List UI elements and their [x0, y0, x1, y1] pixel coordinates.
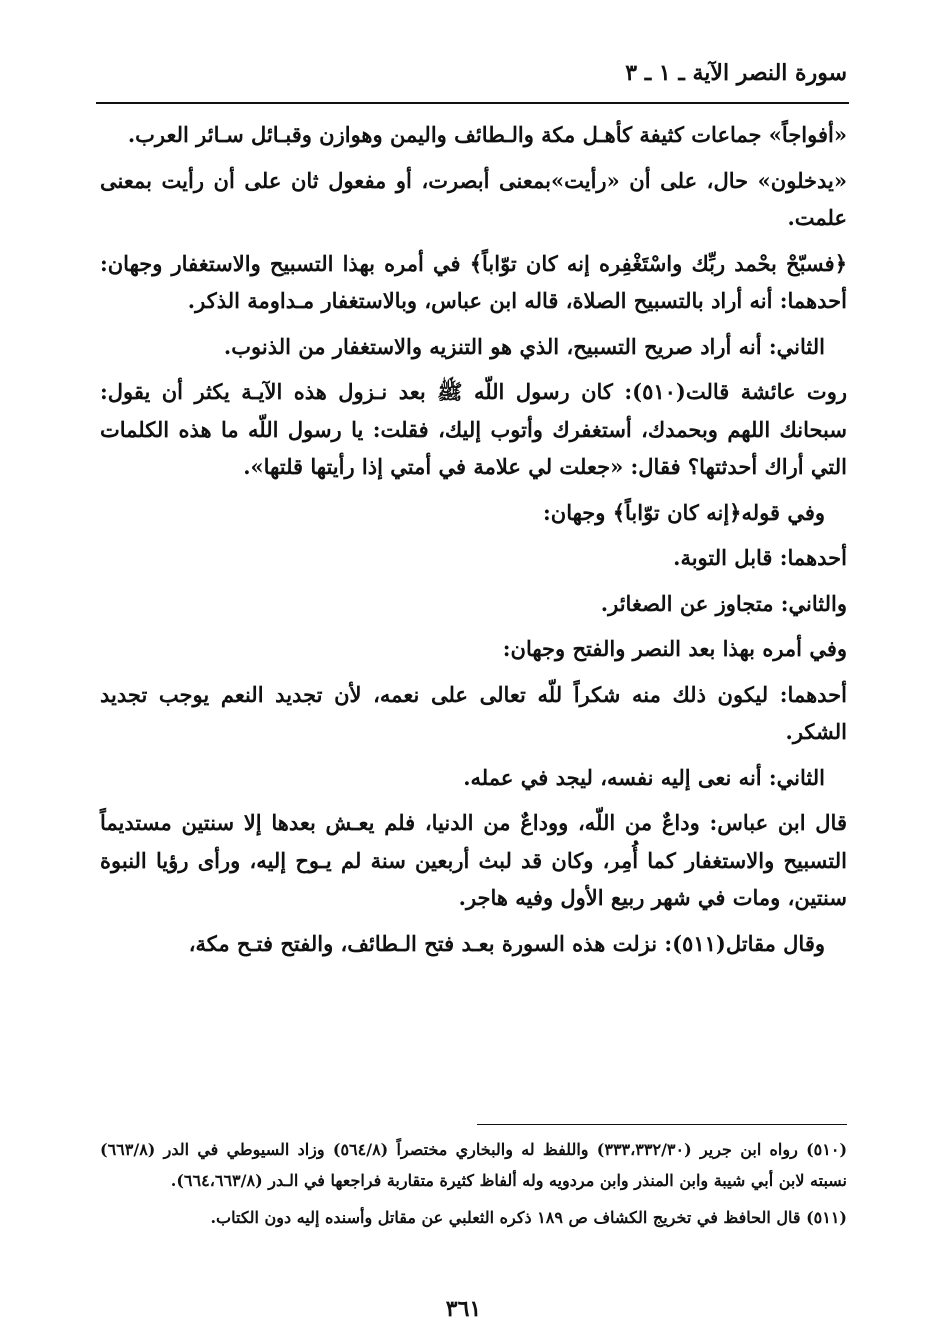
paragraph: وفي قوله﴿إنه كان توّاباً﴾ وجهان: [543, 499, 825, 525]
footnote-divider [477, 1124, 847, 1125]
running-header: سورة النصر الآية ـ ١ ـ ٣ [625, 60, 847, 86]
footnote: (٥١٠) رواه ابن جرير (٣٣٣،٣٣٢/٣٠) واللفظ له والبخاري مختصراً (٥٦٤/٨) وزاد السيوطي في الدر (٦٦٣/٨) نسبته لابن أبي شيبة وابن المنذر وابن مردويه وله ألفاظ كثيرة متقاربة فراجعها في الـدر (٦٦٤،٦٦٣/٨). [100, 1140, 848, 1190]
paragraph: روت عائشة قالت(٥١٠): كان رسول اللّه ﷺ بعد نـزول هذه الآيـة يكثر أن يقول: سبحانك اللهم وبحمدك، أستغفرك وأتوب إليك، فقلت: يا رسول اللّه ما هذه الكلمات التي أراك أحدثتها؟ فقال: «جعلت لي علامة في أمتي إذا رأيتها قلتها». [100, 379, 847, 479]
footnote: (٥١١) قال الحافظ في تخريج الكشاف ص ١٨٩ ذكره الثعلبي عن مقاتل وأسنده إليه دون الكتاب. [210, 1208, 847, 1227]
paragraph: «يدخلون» حال، على أن «رأيت»بمعنى أبصرت، أو مفعول ثان على أن رأيت بمعنى علمت. [100, 167, 847, 230]
paragraph: وفي أمره بهذا بعد النصر والفتح وجهان: [502, 636, 847, 661]
paragraph: والثاني: متجاوز عن الصغائر. [600, 590, 847, 616]
paragraph: «أفواجاً» جماعات كثيفة كأهـل مكة والـطائف واليمن وهوازن وقبـائل سـائر العرب. [127, 122, 847, 147]
main-text [100, 116, 847, 970]
paragraph: وقال مقاتل(٥١١): نزلت هذه السورة بعـد فتح الـطائف، والفتح فتـح مكة، [188, 930, 825, 956]
paragraph: أحدهما: قابل التوبة. [673, 545, 847, 570]
header-divider [96, 102, 849, 104]
paragraph: قال ابن عباس: وداعٌ من اللّه، ووداعٌ من الدنيا، فلم يعـش بعدها إلا سنتين مستديماً التسبيح والاستغفار كما أُمِر، وكان قد لبث أربعين سنة لم يـوح إليه، ورأى رؤيا النبوة سنتين، ومات في شهر ربيع الأول وفيه هاجر. [100, 810, 847, 910]
paragraph: أحدهما: ليكون ذلك منه شكراً للّه تعالى على نعمه، لأن تجديد النعم يوجب تجديد الشكر. [100, 681, 847, 744]
paragraph: الثاني: أنه نعى إليه نفسه، ليجد في عمله. [463, 764, 825, 790]
page-number: ٣٦١ [445, 1296, 482, 1322]
footnotes [100, 1134, 847, 1239]
paragraph: الثاني: أنه أراد صريح التسبيح، الذي هو التنزيه والاستغفار من الذنوب. [223, 333, 825, 359]
paragraph: ﴿فسبّحْ بحْمد ربِّك واسْتَغْفِره إنه كان توّاباً﴾ في أمره بهذا التسبيح والاستغفار وجهان: أحدهما: أنه أراد بالتسبيح الصلاة، قاله ابن عباس، وبالاستغفار مـداومة الذكر. [100, 250, 847, 313]
